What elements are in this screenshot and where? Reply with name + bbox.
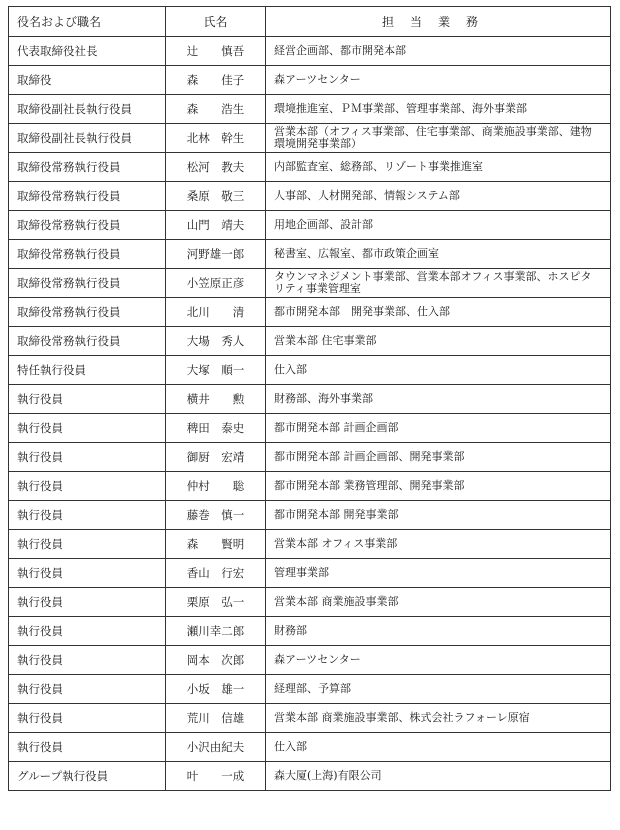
cell-name: 森 賢明 xyxy=(166,530,266,559)
table-row xyxy=(9,530,611,559)
cell-name: 仲村 聡 xyxy=(166,472,266,501)
table-row xyxy=(9,762,611,791)
cell-title: 執行役員 xyxy=(9,646,166,675)
cell-title: 執行役員 xyxy=(9,414,166,443)
table-row xyxy=(9,559,611,588)
cell-title: 取締役副社長執行役員 xyxy=(9,95,166,124)
table-row xyxy=(9,501,611,530)
table-row xyxy=(9,66,611,95)
table-row xyxy=(9,617,611,646)
cell-title: 取締役 xyxy=(9,66,166,95)
table-row xyxy=(9,443,611,472)
cell-name: 山門 靖夫 xyxy=(166,211,266,240)
table-row xyxy=(9,211,611,240)
cell-name: 瀬川幸二郎 xyxy=(166,617,266,646)
cell-title: 取締役常務執行役員 xyxy=(9,182,166,211)
table-row xyxy=(9,646,611,675)
cell-name: 岡本 次郎 xyxy=(166,646,266,675)
cell-duty: 森アーツセンター xyxy=(266,646,611,675)
table-row xyxy=(9,269,611,298)
cell-name: 河野雄一郎 xyxy=(166,240,266,269)
table-row xyxy=(9,704,611,733)
cell-duty: 営業本部 オフィス事業部 xyxy=(266,530,611,559)
table-row xyxy=(9,675,611,704)
table-row xyxy=(9,95,611,124)
cell-duty: 営業本部 住宅事業部 xyxy=(266,327,611,356)
cell-title: 取締役常務執行役員 xyxy=(9,269,166,298)
cell-name: 横井 勲 xyxy=(166,385,266,414)
cell-title: 執行役員 xyxy=(9,443,166,472)
table-row xyxy=(9,472,611,501)
table-row xyxy=(9,356,611,385)
cell-title: 取締役副社長執行役員 xyxy=(9,124,166,153)
cell-name: 辻 慎吾 xyxy=(166,37,266,66)
table-row xyxy=(9,240,611,269)
table-row xyxy=(9,414,611,443)
table-row xyxy=(9,37,611,66)
cell-title: 取締役常務執行役員 xyxy=(9,327,166,356)
cell-name: 大場 秀人 xyxy=(166,327,266,356)
cell-duty: 営業本部 商業施設事業部 xyxy=(266,588,611,617)
cell-name: 松河 教夫 xyxy=(166,153,266,182)
cell-title: 取締役常務執行役員 xyxy=(9,153,166,182)
cell-duty: タウンマネジメント事業部、営業本部オフィス事業部、ホスピタリティ事業管理室 xyxy=(266,269,611,298)
cell-duty: 内部監査室、総務部、リゾート事業推進室 xyxy=(266,153,611,182)
cell-title: 執行役員 xyxy=(9,501,166,530)
cell-name: 北川 清 xyxy=(166,298,266,327)
cell-name: 荒川 信雄 xyxy=(166,704,266,733)
table-row xyxy=(9,588,611,617)
table-row xyxy=(9,153,611,182)
table-body xyxy=(9,37,611,791)
cell-duty: 営業本部 商業施設事業部、株式会社ラフォーレ原宿 xyxy=(266,704,611,733)
cell-title: 執行役員 xyxy=(9,588,166,617)
cell-title: 取締役常務執行役員 xyxy=(9,211,166,240)
cell-duty: 都市開発本部 計画企画部、開発事業部 xyxy=(266,443,611,472)
cell-duty: 財務部 xyxy=(266,617,611,646)
cell-title: 執行役員 xyxy=(9,559,166,588)
cell-duty: 都市開発本部 開発事業部、仕入部 xyxy=(266,298,611,327)
cell-title: 取締役常務執行役員 xyxy=(9,298,166,327)
cell-name: 小笠原正彦 xyxy=(166,269,266,298)
cell-duty: 営業本部（オフィス事業部、住宅事業部、商業施設事業部、建物環境開発事業部） xyxy=(266,124,611,153)
cell-title: 執行役員 xyxy=(9,704,166,733)
cell-name: 小沢由紀夫 xyxy=(166,733,266,762)
table-row xyxy=(9,327,611,356)
cell-name: 大塚 順一 xyxy=(166,356,266,385)
cell-title: 執行役員 xyxy=(9,472,166,501)
cell-title: 執行役員 xyxy=(9,385,166,414)
header-title: 役名および職名 xyxy=(9,7,166,37)
cell-duty: 都市開発本部 開発事業部 xyxy=(266,501,611,530)
cell-name: 森 佳子 xyxy=(166,66,266,95)
cell-title: 執行役員 xyxy=(9,530,166,559)
cell-duty: 仕入部 xyxy=(266,356,611,385)
cell-title: 代表取締役社長 xyxy=(9,37,166,66)
cell-name: 森 浩生 xyxy=(166,95,266,124)
officer-table xyxy=(8,6,611,791)
cell-duty: 都市開発本部 業務管理部、開発事業部 xyxy=(266,472,611,501)
cell-name: 桑原 敬三 xyxy=(166,182,266,211)
cell-duty: 森アーツセンター xyxy=(266,66,611,95)
cell-duty: 経理部、予算部 xyxy=(266,675,611,704)
cell-name: 小坂 雄一 xyxy=(166,675,266,704)
cell-duty: 秘書室、広報室、都市政策企画室 xyxy=(266,240,611,269)
cell-duty: 用地企画部、設計部 xyxy=(266,211,611,240)
cell-duty: 人事部、人材開発部、情報システム部 xyxy=(266,182,611,211)
cell-name: 栗原 弘一 xyxy=(166,588,266,617)
table-row xyxy=(9,124,611,153)
header-name: 氏名 xyxy=(166,7,266,37)
cell-duty: 仕入部 xyxy=(266,733,611,762)
cell-name: 藤巻 慎一 xyxy=(166,501,266,530)
cell-name: 叶 一成 xyxy=(166,762,266,791)
cell-title: 執行役員 xyxy=(9,617,166,646)
header-duty: 担当業務 xyxy=(266,7,611,37)
cell-duty: 都市開発本部 計画企画部 xyxy=(266,414,611,443)
table-row xyxy=(9,182,611,211)
table-row xyxy=(9,298,611,327)
cell-name: 稗田 泰史 xyxy=(166,414,266,443)
cell-title: 特任執行役員 xyxy=(9,356,166,385)
cell-duty: 財務部、海外事業部 xyxy=(266,385,611,414)
cell-duty: 環境推進室、ＰＭ事業部、管理事業部、海外事業部 xyxy=(266,95,611,124)
cell-name: 御厨 宏靖 xyxy=(166,443,266,472)
cell-title: 執行役員 xyxy=(9,675,166,704)
table-row xyxy=(9,733,611,762)
cell-duty: 管理事業部 xyxy=(266,559,611,588)
cell-title: グループ執行役員 xyxy=(9,762,166,791)
table-header-row xyxy=(9,7,611,37)
cell-title: 執行役員 xyxy=(9,733,166,762)
cell-name: 北林 幹生 xyxy=(166,124,266,153)
cell-title: 取締役常務執行役員 xyxy=(9,240,166,269)
cell-name: 香山 行宏 xyxy=(166,559,266,588)
table-row xyxy=(9,385,611,414)
cell-duty: 森大厦(上海)有限公司 xyxy=(266,762,611,791)
cell-duty: 経営企画部、都市開発本部 xyxy=(266,37,611,66)
